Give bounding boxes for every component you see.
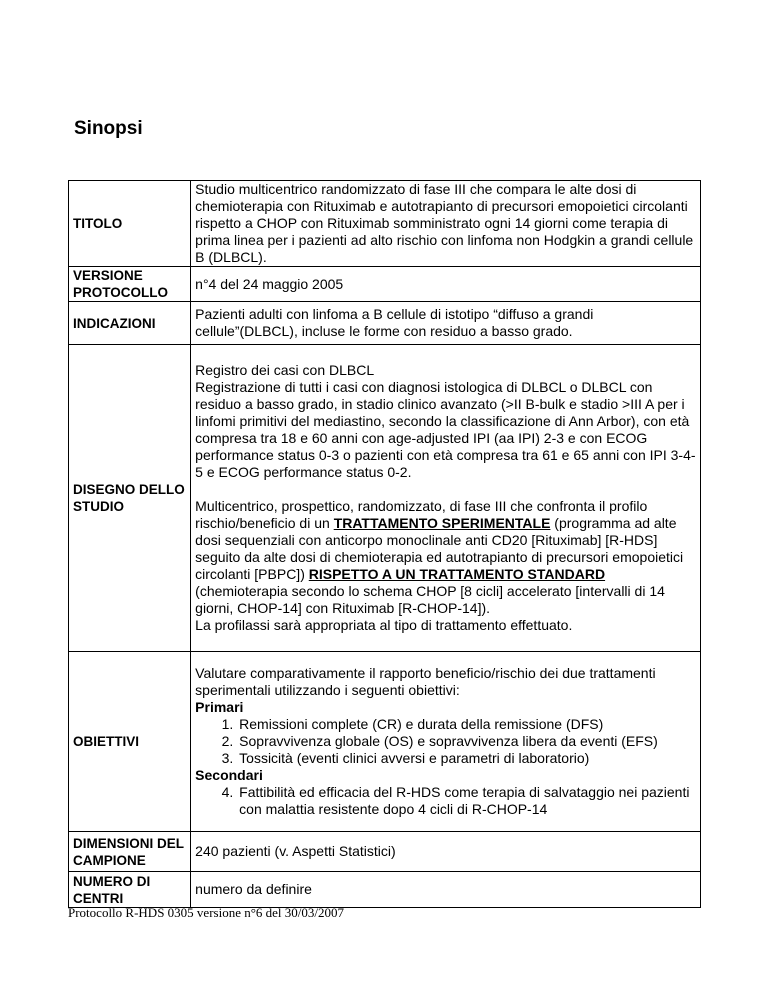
obiettivi-intro: Valutare comparativamente il rapporto beneficio/rischio dei due trattamenti sperimentali utilizzando i seguenti obiettivi: — [195, 665, 656, 698]
standard-treatment-label: RISPETTO A UN TRATTAMENTO STANDARD — [308, 566, 606, 582]
synopsis-table — [68, 180, 701, 908]
secondari-heading: Secondari — [195, 767, 263, 783]
row-value-titolo: Studio multicentrico randomizzato di fase III che compara le alte dosi di chemioterapia con Rituximab e autotrapianto di precursori emopoietici circolanti rispetto a CHOP con Rituximab somministrato ogni 14 giorni come terapia di prima linea per i pazienti ad alto rischio con linfoma non Hodgkin a grandi cellule B (DLBCL). — [191, 181, 701, 267]
table-row-versione — [69, 267, 701, 302]
row-label-dimensioni: DIMENSIONI DEL CAMPIONE — [69, 832, 191, 872]
paragraph-gap — [195, 481, 696, 498]
row-value-indicazioni: Pazienti adulti con linfoma a B cellule di istotipo “diffuso a grandi cellule”(DLBCL), incluse le forme con residuo a basso grado. — [191, 302, 701, 345]
registro-title: Registro dei casi con DLBCL — [195, 362, 375, 378]
list-item: 2. Sopravvivenza globale (OS) e sopravvivenza libera da eventi (EFS) — [237, 733, 696, 750]
profilassi-text: La profilassi sarà appropriata al tipo di trattamento effettuato. — [195, 617, 573, 633]
registro-text: Registrazione di tutti i casi con diagnosi istologica di DLBCL o DLBCL con residuo a basso grado, in stadio clinico avanzato (>II B-bulk e stadio >III A per i linfomi primitivi del mediastino, secondo la classificazione di Ann Arbor), con età compresa tra 18 e 60 anni con age-adjusted IPI (aa IPI) 2-3 e con ECOG performance status 0-3 o pazienti con età compresa tra 61 e 65 anni con IPI 3-4-5 e ECOG performance status 0-2. — [195, 379, 696, 480]
table-row-titolo — [69, 181, 701, 267]
primari-heading: Primari — [195, 699, 244, 715]
page-title: Sinopsi — [74, 118, 143, 139]
row-label-versione: VERSIONE PROTOCOLLO — [69, 267, 191, 302]
table-row-obiettivi — [69, 652, 701, 832]
experimental-treatment-label: TRATTAMENTO SPERIMENTALE — [333, 515, 551, 531]
table-row-indicazioni — [69, 302, 701, 345]
row-label-obiettivi: OBIETTIVI — [69, 652, 191, 832]
list-item: 1. Remissioni complete (CR) e durata della remissione (DFS) — [237, 716, 696, 733]
row-value-dimensioni: 240 pazienti (v. Aspetti Statistici) — [191, 832, 701, 872]
list-item: 4. Fattibilità ed efficacia del R-HDS come terapia di salvataggio nei pazienti con malattia resistente dopo 4 cicli di R-CHOP-14 — [237, 784, 696, 818]
experimental-treatment-text: (programma ad alte dosi sequenziali con anticorpo monoclinale anti CD20 [Rituximab] [R-HDS] seguito da alte dosi di chemioterapia ed autotrapianto di precursori emopoietici circolanti [PBPC]) — [195, 515, 684, 582]
study-design-paragraph — [195, 498, 696, 617]
row-value-disegno — [191, 345, 701, 652]
table-row-disegno — [69, 345, 701, 652]
table-row-centri — [69, 872, 701, 908]
row-label-titolo: TITOLO — [69, 181, 191, 267]
row-value-versione: n°4 del 24 maggio 2005 — [191, 267, 701, 302]
page-footer: Protocollo R-HDS 0305 versione n°6 del 30/03/2007 — [68, 905, 345, 920]
row-label-centri: NUMERO DI CENTRI — [69, 872, 191, 908]
row-label-disegno: DISEGNO DELLO STUDIO — [69, 345, 191, 652]
row-value-centri: numero da definire — [191, 872, 701, 908]
study-intro: Multicentrico, prospettico, randomizzato, di fase III che confronta il profilo rischio/beneficio di un — [195, 498, 648, 531]
list-item: 3. Tossicità (eventi clinici avversi e parametri di laboratorio) — [237, 750, 696, 767]
table-row-dimensioni — [69, 832, 701, 872]
secondari-list — [195, 784, 696, 818]
row-value-obiettivi — [191, 652, 701, 832]
row-label-indicazioni: INDICAZIONI — [69, 302, 191, 345]
standard-treatment-text: (chemioterapia secondo lo schema CHOP [8 cicli] accelerato [intervalli di 14 giorni, CHOP-14] con Rituximab [R-CHOP-14]). — [195, 583, 665, 616]
primari-list — [195, 716, 696, 767]
